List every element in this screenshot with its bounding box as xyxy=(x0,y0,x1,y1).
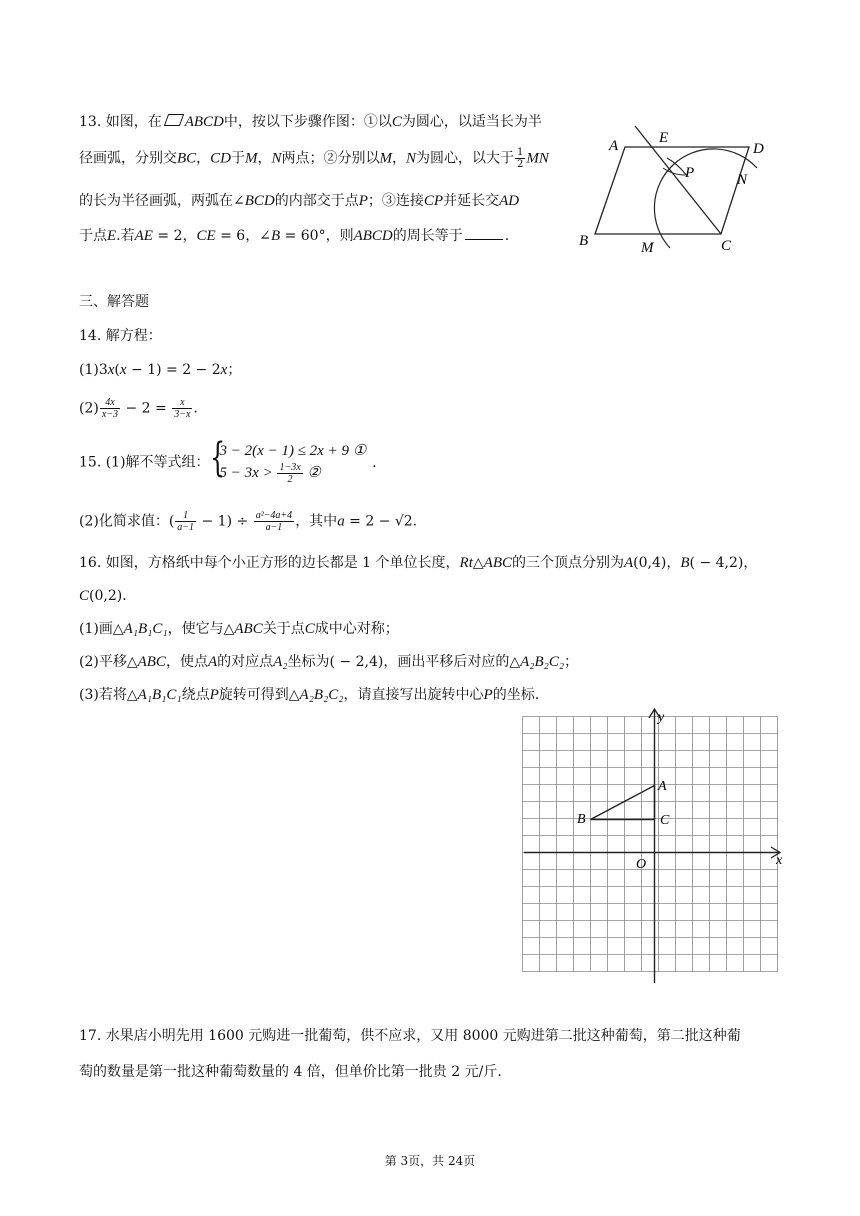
answer-blank xyxy=(465,225,503,240)
label-n: N xyxy=(737,172,748,188)
q13-parallelogram-figure xyxy=(575,120,775,265)
fraction: $\frac{1-3x}{2}$ xyxy=(279,462,301,486)
brace-icon: { xyxy=(209,435,225,481)
page-footer: 第 3页，共 24页 xyxy=(384,1154,476,1168)
label-p: P xyxy=(685,165,695,181)
label-a: A xyxy=(609,138,619,154)
arc-small-1 xyxy=(667,158,687,176)
parallelogram-icon xyxy=(164,114,184,126)
q16-part2: (2)平移△ABC，使点A的对应点A₂坐标为( − 2,4)，画出平移后对应的△A₂B₂C₂； xyxy=(79,654,579,670)
segment-ab xyxy=(591,786,655,820)
q15-part1: 15. (1)解不等式组： { 3 − 2(x − 1) ≤ 2x + 9 ① 5 − 3x > $\frac{1-3x}{2}$ ② . xyxy=(79,435,377,486)
q16-part3: (3)若将△A₁B₁C₁绕点P旋转可得到△A₂B₂C₂，请直接写出旋转中心P的坐标. xyxy=(79,687,540,703)
section-heading: 三、解答题 xyxy=(79,294,149,310)
q16-line1: 16. 如图，方格纸中每个小正方形的边长都是 1 个单位长度，Rt△ABC的三个顶点分别为A(0,4)，B( − 4,2)， xyxy=(79,555,758,571)
q15-part2: (2)化简求值：( $\frac{1}{a-1}$ − 1) ÷ $\frac{\text{a²−4a+4}}{a-1}$ ，其中a = 2 − √2. xyxy=(79,510,418,533)
q13-line2: 径画弧，分别交BC，CD于M，N两点；②分别以M，N为圆心，以大于 $\frac{1}{2}$ MN xyxy=(79,147,549,170)
label-b: B xyxy=(579,233,589,249)
fraction: $\frac{1}{2}$ xyxy=(517,147,524,170)
q14-title: 14. 解方程： xyxy=(79,328,162,344)
label-m: M xyxy=(641,240,654,256)
label-a: A xyxy=(658,779,667,794)
q14-part2: (2) $\frac{4x}{x-3}$ − 2 = $\frac{x}{3-x}$ . xyxy=(79,397,198,420)
q16-part1: (1)画△A₁B₁C₁，使它与△ABC关于点C成中心对称； xyxy=(79,621,399,637)
fraction: $\frac{1}{a-1}$ xyxy=(177,510,195,533)
q14-part1: (1)3x(x − 1) = 2 − 2x； xyxy=(79,362,242,378)
q13-line4: 于点E.若AE = 2，CE = 6，∠B = 60°，则ABCD的周长等于 . xyxy=(79,225,509,246)
label-c: C xyxy=(721,238,732,254)
arc-mn xyxy=(654,149,757,248)
q13-line1: 13. 如图，在 ABCD中，按以下步骤作图：①以C为圆心，以适当长为半 xyxy=(79,114,542,130)
label-origin: O xyxy=(636,857,647,872)
q16-line2: C(0,2). xyxy=(79,588,127,604)
label-c: C xyxy=(660,813,670,828)
label-y: y xyxy=(658,710,665,725)
fraction: $\frac{\text{a²−4a+4}}{a-1}$ xyxy=(255,510,293,533)
label-b: B xyxy=(577,812,586,827)
label-d: D xyxy=(753,141,764,157)
label-e: E xyxy=(659,130,669,146)
inequality-system: { 3 − 2(x − 1) ≤ 2x + 9 ① 5 − 3x > $\frac{1-3x}{2}$ ② xyxy=(209,435,367,486)
q13-line3: 的长为半径画弧，两弧在∠BCD的内部交于点P；③连接CP并延长交AD xyxy=(79,193,520,209)
label-x: x xyxy=(776,853,783,868)
q17-line2: 萄的数量是第一批这种葡萄数量的 4 倍，但单价比第一批贵 2 元/斤. xyxy=(79,1064,502,1080)
fraction: $\frac{4x}{x-3}$ xyxy=(101,397,119,420)
q17-line1: 17. 水果店小明先用 1600 元购进一批葡萄，供不应求，又用 8000 元购进第二批这种葡萄，第二批这种葡 xyxy=(79,1028,741,1044)
line-ce xyxy=(635,126,721,234)
grid-lines xyxy=(523,717,778,973)
coordinate-grid-figure xyxy=(520,706,790,988)
fraction: $\frac{x}{3-x}$ xyxy=(174,397,191,420)
